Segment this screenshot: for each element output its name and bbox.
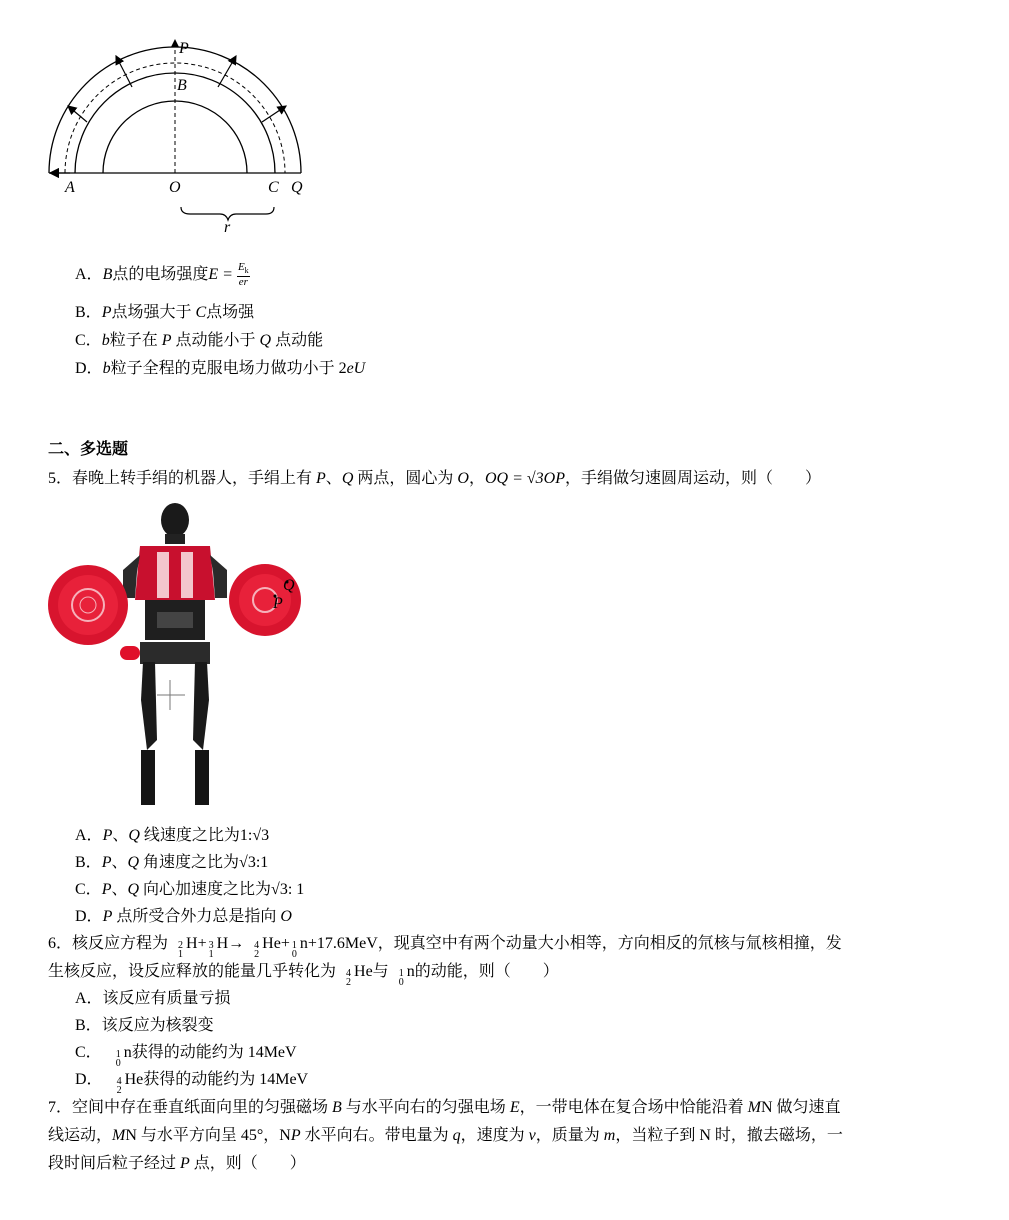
q6-stem-line1: 6．核反应方程为 2 1 H+ 3 1 H→ 4 2 He+ 1 0 n+17.6MeV，现真空中有两个动量大小相等，方向相反的氘核与氚核相撞，发 <box>48 935 842 960</box>
isotope-H3: 3 1 <box>208 940 214 960</box>
q6-option-b: B．该反应为核裂变 <box>75 1017 214 1034</box>
robot-label-P: P <box>273 595 283 612</box>
robot-handkerchief-image <box>45 500 305 812</box>
q7-stem-line2: 线运动，MN 与水平方向呈 45°，NP 水平向右。带电量为 q，速度为 v，质量为 m，当粒子到 N 时，撤去磁场，一 <box>48 1127 843 1144</box>
q5-option-a: A．P、Q 线速度之比为1:√3 <box>75 827 270 844</box>
label-A: A <box>65 179 75 196</box>
label-C: C <box>268 179 279 196</box>
label-B: B <box>177 77 187 94</box>
label-O: O <box>169 179 181 196</box>
label-r: r <box>224 219 231 236</box>
label-P: P <box>179 40 189 57</box>
robot-label-Q: Q <box>283 577 295 594</box>
q4-option-b: B．P点场强大于 C点场强 <box>75 304 255 321</box>
q4-option-a: A．B点的电场强度E = $\frac{E_k}{er}$ <box>75 261 249 289</box>
q5-stem: 5．春晚上转手绢的机器人，手绢上有 P、Q 两点，圆心为 O，OQ = √3OP，手绢做匀速圆周运动，则（ ） <box>48 470 821 487</box>
q5-option-b: B．P、Q 角速度之比为√3:1 <box>75 854 269 871</box>
isotope-He4: 4 2 <box>254 940 260 960</box>
fraction-ek-over-er: $\frac{E_k}{er}$ <box>237 261 249 289</box>
section-title: 二、多选题 <box>48 441 129 458</box>
q6-option-c: C． 1 0 n获得的动能约为 14MeV <box>75 1044 297 1069</box>
q6-option-a: A．该反应有质量亏损 <box>75 990 231 1007</box>
q6-option-d: D． 4 2 He获得的动能约为 14MeV <box>75 1071 309 1096</box>
q4-option-c: C．b粒子在 P 点动能小于 Q 点动能 <box>75 332 324 349</box>
label-Q: Q <box>291 179 303 196</box>
q5-option-c: C．P、Q 向心加速度之比为√3: 1 <box>75 881 305 898</box>
q4-option-d: D．b粒子全程的克服电场力做功小于 2eU <box>75 360 366 377</box>
q5-option-d: D．P 点所受合外力总是指向 O <box>75 908 292 925</box>
q6-stem-line2: 生核反应，设反应释放的能量几乎转化为 4 2 He与 1 0 n的动能，则（ ） <box>48 963 559 988</box>
isotope-H2: 2 1 <box>178 940 184 960</box>
semicircle-field-diagram <box>40 30 330 240</box>
q7-stem-line1: 7．空间中存在垂直纸面向里的匀强磁场 B 与水平向右的匀强电场 E，一带电体在复合场中恰能沿着 MN 做匀速直 <box>48 1099 841 1116</box>
q7-stem-line3: 段时间后粒子经过 P 点，则（ ） <box>48 1155 306 1172</box>
isotope-n1: 1 0 <box>291 940 297 960</box>
